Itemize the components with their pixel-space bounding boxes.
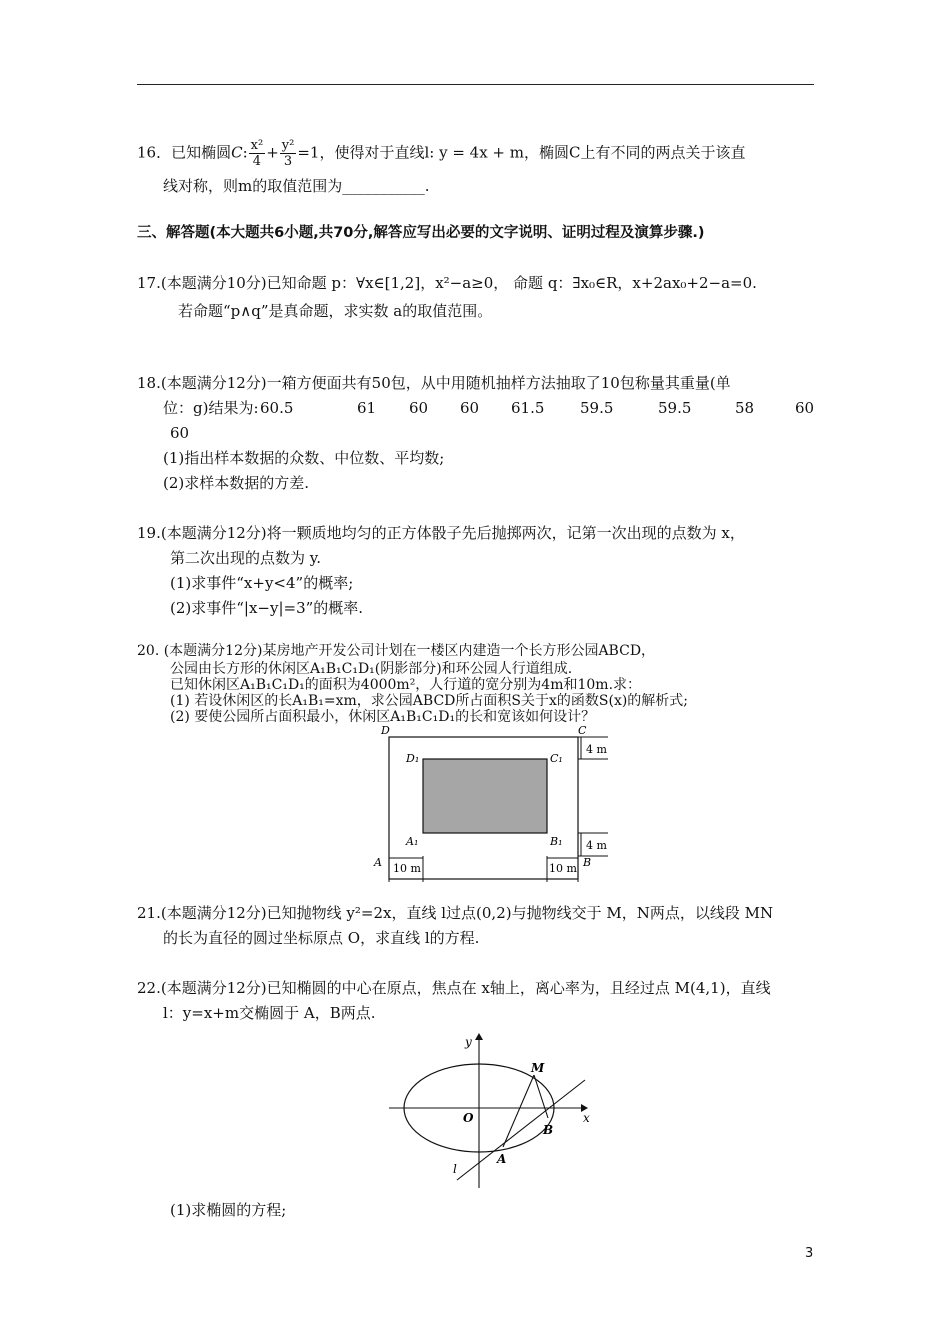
question-20-sub-1: (1) 若设休闲区的长A₁B₁=xm，求公园ABCD所占面积S关于x的函数S(x)的解析式; — [170, 693, 689, 709]
label-O: O — [463, 1111, 474, 1125]
q18-value: 60.5 — [260, 399, 294, 417]
question-17-line-1: 17.(本题满分10分)已知命题 p：∀x∈[1,2]，x²−a≥0， 命题 q：∃x₀∈R，x+2ax₀+2−a=0. — [137, 274, 757, 292]
q16-fraction-x — [249, 138, 266, 169]
segment-MA — [503, 1075, 534, 1147]
q18-value: 59.5 — [658, 399, 692, 417]
q16-c-label: C — [231, 143, 243, 162]
label-right-10m: 10 m — [549, 862, 577, 875]
label-B: B — [583, 856, 592, 869]
q16-eq: =1 — [297, 143, 320, 162]
question-16-line-2: 线对称，则m的取值范围为___________. — [163, 177, 430, 195]
q16-colon: : — [242, 143, 248, 162]
label-l: l — [453, 1162, 457, 1176]
y-axis-arrow — [475, 1033, 483, 1040]
label-B1: B₁ — [550, 835, 563, 848]
label-y: y — [465, 1035, 472, 1049]
label-top-4m: 4 m — [586, 743, 607, 756]
q18-value: 60 — [460, 399, 480, 417]
q16-frac2-num: y² — [281, 138, 295, 153]
question-18-sub-2: (2)求样本数据的方差. — [163, 474, 310, 492]
question-22-sub-1: (1)求椭圆的方程; — [170, 1201, 287, 1219]
question-19-line-1: 19.(本题满分12分)将一颗质地均匀的正方体骰子先后抛掷两次，记第一次出现的点数为 x， — [137, 524, 745, 542]
label-A: A — [374, 856, 382, 869]
question-21-line-1: 21.(本题满分12分)已知抛物线 y²=2x，直线 l过点(0,2)与抛物线交于 M，N两点，以线段 MN — [137, 904, 774, 922]
leisure-area-rect — [423, 759, 547, 833]
label-x: x — [583, 1111, 590, 1125]
question-17-line-2: 若命题“p∧q”是真命题，求实数 a的取值范围。 — [178, 302, 493, 320]
q16-prefix: 16．已知椭圆 — [137, 143, 232, 162]
q18-value: 60 — [409, 399, 429, 417]
label-C1: C₁ — [550, 752, 563, 765]
question-18-sub-1: (1)指出样本数据的众数、中位数、平均数; — [163, 449, 445, 467]
q16-frac1-num: x² — [250, 138, 264, 153]
label-C: C — [578, 724, 587, 737]
q16-rest: ，使得对于直线l: y = 4x + m，椭圆C上有不同的两点关于该直 — [319, 143, 746, 162]
label-D1: D₁ — [406, 752, 420, 765]
question-19-sub-2: (2)求事件“|x−y|=3”的概率. — [170, 599, 364, 617]
question-18-line-1: 18.(本题满分12分)一箱方便面共有50包，从中用随机抽样方法抽取了10包称量其重量(单 — [137, 374, 731, 392]
q18-value: 60 — [795, 399, 815, 417]
question-18-line-3: 60 — [170, 424, 190, 442]
label-B: B — [543, 1123, 554, 1137]
q18-line2-prefix: 位：g)结果为: — [163, 399, 259, 417]
question-20-line-1: 20. (本题满分12分)某房地产开发公司计划在一楼区内建造一个长方形公园ABCD， — [137, 643, 656, 659]
q18-value: 59.5 — [580, 399, 614, 417]
question-22-line-1: 22.(本题满分12分)已知椭圆的中心在原点，焦点在 x轴上，离心率为，且经过点 M(4,1)，直线 — [137, 979, 771, 997]
section-3-heading: 三、解答题(本大题共6小题,共70分,解答应写出必要的文字说明、证明过程及演算步骤.) — [137, 225, 705, 241]
park-figure — [368, 720, 618, 885]
question-16-line-1 — [137, 138, 745, 169]
label-M: M — [531, 1061, 545, 1075]
label-D: D — [381, 724, 390, 737]
question-20-sub-2: (2) 要使公园所占面积最小，休闲区A₁B₁C₁D₁的长和宽该如何设计？ — [170, 709, 596, 725]
question-18-line-2 — [163, 398, 813, 418]
question-21-line-2: 的长为直径的圆过坐标原点 O，求直线 l的方程. — [163, 929, 480, 947]
question-19-sub-1: (1)求事件“x+y<4”的概率; — [170, 574, 354, 592]
q18-value: 58 — [735, 399, 755, 417]
question-19-line-2: 第二次出现的点数为 y. — [170, 549, 322, 567]
q18-value: 61.5 — [511, 399, 545, 417]
ellipse-figure — [385, 1030, 605, 1190]
question-20-line-3: 已知休闲区A₁B₁C₁D₁的面积为4000m²，人行道的宽分别为4m和10m.求： — [170, 677, 642, 693]
page-number: 3 — [805, 1246, 814, 1261]
label-A1: A₁ — [406, 835, 419, 848]
segment-MB — [534, 1075, 548, 1118]
label-bottom-4m: 4 m — [586, 839, 607, 852]
label-left-10m: 10 m — [393, 862, 421, 875]
q16-frac1-den: 4 — [252, 154, 262, 169]
question-22-line-2: l：y=x+m交椭圆于 A，B两点. — [163, 1004, 376, 1022]
q16-fraction-y — [280, 138, 297, 169]
q18-value: 61 — [357, 399, 377, 417]
question-20-line-2: 公园由长方形的休闲区A₁B₁C₁D₁(阴影部分)和环公园人行道组成. — [170, 661, 573, 677]
q16-frac2-den: 3 — [283, 154, 293, 169]
header-rule — [137, 84, 814, 85]
line-l — [457, 1080, 585, 1180]
q16-plus: + — [266, 143, 279, 162]
label-A: A — [497, 1152, 507, 1166]
